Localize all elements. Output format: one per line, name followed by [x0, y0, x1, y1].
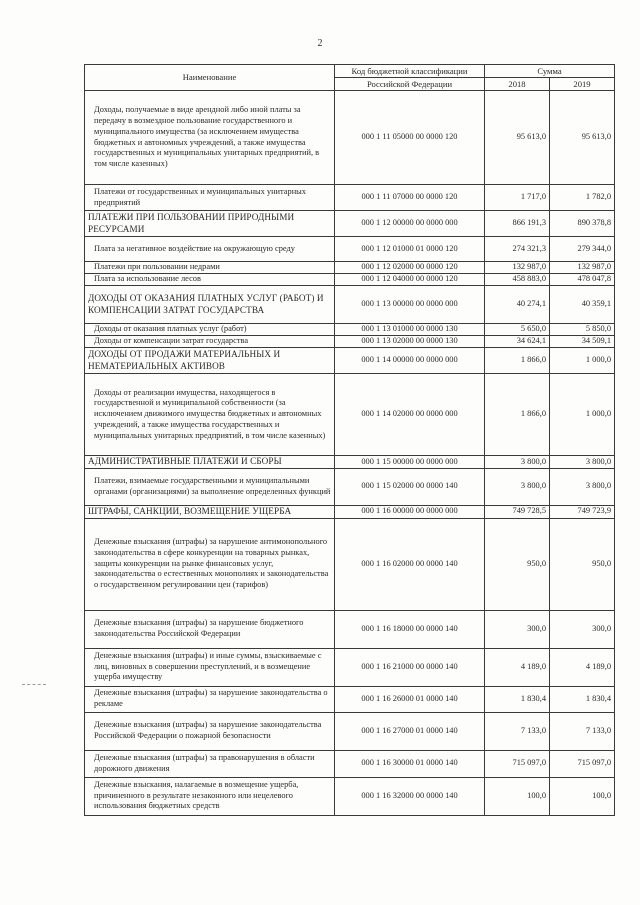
- page-number: 2: [317, 38, 323, 49]
- row-code: 000 1 16 21000 00 0000 140: [335, 648, 485, 686]
- row-value-2018: 1 866,0: [485, 348, 550, 374]
- row-name: ШТРАФЫ, САНКЦИИ, ВОЗМЕЩЕНИЕ УЩЕРБА: [85, 505, 335, 518]
- row-code: 000 1 11 07000 00 0000 120: [335, 185, 485, 211]
- row-code: 000 1 16 18000 00 0000 140: [335, 610, 485, 648]
- row-value-2019: 4 189,0: [550, 648, 615, 686]
- row-name: Денежные взыскания (штрафы) и иные суммы, взыскиваемые с лиц, виновных в совершении преступлений, и в возмещение ущерба имуществу: [85, 648, 335, 686]
- row-name: Платежи при пользовании недрами: [85, 262, 335, 274]
- row-code: 000 1 14 00000 00 0000 000: [335, 348, 485, 374]
- table-row: [85, 505, 615, 518]
- row-name: АДМИНИСТРАТИВНЫЕ ПЛАТЕЖИ И СБОРЫ: [85, 456, 335, 469]
- row-value-2019: 1 782,0: [550, 185, 615, 211]
- row-value-2018: 100,0: [485, 777, 550, 815]
- row-name: Денежные взыскания, налагаемые в возмещение ущерба, причиненного в результате незаконного или нецелевого использования бюджетных средств: [85, 777, 335, 815]
- row-value-2019: 132 987,0: [550, 262, 615, 274]
- row-value-2018: 749 728,5: [485, 505, 550, 518]
- row-code: 000 1 12 00000 00 0000 000: [335, 211, 485, 237]
- row-name: ДОХОДЫ ОТ ПРОДАЖИ МАТЕРИАЛЬНЫХ И НЕМАТЕРИАЛЬНЫХ АКТИВОВ: [85, 348, 335, 374]
- row-code: 000 1 16 27000 01 0000 140: [335, 712, 485, 750]
- row-value-2019: 279 344,0: [550, 237, 615, 262]
- row-code: 000 1 12 02000 00 0000 120: [335, 262, 485, 274]
- row-code: 000 1 14 02000 00 0000 000: [335, 374, 485, 456]
- row-code: 000 1 16 00000 00 0000 000: [335, 505, 485, 518]
- table-row: [85, 336, 615, 348]
- row-value-2018: 34 624,1: [485, 336, 550, 348]
- table-row: [85, 374, 615, 456]
- header-year-2019: 2019: [550, 78, 615, 91]
- table-row: [85, 91, 615, 185]
- table-row: [85, 712, 615, 750]
- row-value-2019: 7 133,0: [550, 712, 615, 750]
- header-year-2018: 2018: [485, 78, 550, 91]
- row-value-2018: 40 274,1: [485, 286, 550, 324]
- row-code: 000 1 11 05000 00 0000 120: [335, 91, 485, 185]
- budget-table: [84, 64, 615, 816]
- row-code: 000 1 13 02000 00 0000 130: [335, 336, 485, 348]
- table-row: [85, 237, 615, 262]
- row-value-2018: 5 650,0: [485, 324, 550, 336]
- row-code: 000 1 16 30000 01 0000 140: [335, 750, 485, 777]
- row-name: Денежные взыскания (штрафы) за нарушение законодательства о рекламе: [85, 686, 335, 712]
- header-code-line2: Российской Федерации: [335, 78, 485, 91]
- row-name: Доходы от оказания платных услуг (работ): [85, 324, 335, 336]
- table-row: [85, 286, 615, 324]
- row-value-2018: 1 866,0: [485, 374, 550, 456]
- table-row: [85, 324, 615, 336]
- row-value-2019: 1 830,4: [550, 686, 615, 712]
- table-row: [85, 648, 615, 686]
- row-name: Платежи от государственных и муниципальных унитарных предприятий: [85, 185, 335, 211]
- table-row: [85, 185, 615, 211]
- row-value-2019: 3 800,0: [550, 468, 615, 505]
- table-row: [85, 211, 615, 237]
- row-name: Доходы, получаемые в виде арендной либо иной платы за передачу в возмездное пользование государственного и муниципального имущества (за исключением имущества бюджетных и автономных учреждений, а также имущества государственных и муниципальных унитарных предприятий, в том числе казенных): [85, 91, 335, 185]
- row-code: 000 1 15 00000 00 0000 000: [335, 456, 485, 469]
- row-value-2018: 715 097,0: [485, 750, 550, 777]
- row-name: Доходы от реализации имущества, находящегося в государственной и муниципальной собственности (за исключением движимого имущества бюджетных и автономных учреждений, а также имущества государственных и муниципальных унитарных предприятий, в том числе казенных): [85, 374, 335, 456]
- row-value-2018: 4 189,0: [485, 648, 550, 686]
- row-code: 000 1 13 00000 00 0000 000: [335, 286, 485, 324]
- row-value-2018: 1 830,4: [485, 686, 550, 712]
- row-name: Плата за использование лесов: [85, 274, 335, 286]
- row-value-2019: 715 097,0: [550, 750, 615, 777]
- table-row: [85, 468, 615, 505]
- row-name: Платежи, взимаемые государственными и муниципальными органами (организациями) за выполнение определенных функций: [85, 468, 335, 505]
- row-value-2019: 890 378,8: [550, 211, 615, 237]
- row-value-2019: 950,0: [550, 518, 615, 610]
- row-value-2018: 7 133,0: [485, 712, 550, 750]
- row-value-2018: 1 717,0: [485, 185, 550, 211]
- row-value-2019: 749 723,9: [550, 505, 615, 518]
- row-code: 000 1 15 02000 00 0000 140: [335, 468, 485, 505]
- row-value-2019: 1 000,0: [550, 348, 615, 374]
- row-value-2018: 950,0: [485, 518, 550, 610]
- table-row: [85, 262, 615, 274]
- row-value-2019: 95 613,0: [550, 91, 615, 185]
- header-name: Наименование: [85, 65, 335, 91]
- row-code: 000 1 12 01000 01 0000 120: [335, 237, 485, 262]
- row-name: Денежные взыскания (штрафы) за правонарушения в области дорожного движения: [85, 750, 335, 777]
- row-name: Денежные взыскания (штрафы) за нарушение антимонопольного законодательства в сфере конкуренции на товарных рынках, защиты конкуренции на рынке финансовых услуг, законодательства о естественных монополиях и законодательства о государственном регулировании цен (тарифов): [85, 518, 335, 610]
- row-value-2018: 3 800,0: [485, 456, 550, 469]
- table-row: [85, 518, 615, 610]
- row-code: 000 1 12 04000 00 0000 120: [335, 274, 485, 286]
- row-value-2018: 132 987,0: [485, 262, 550, 274]
- row-code: 000 1 16 32000 00 0000 140: [335, 777, 485, 815]
- row-value-2019: 5 850,0: [550, 324, 615, 336]
- row-name: ПЛАТЕЖИ ПРИ ПОЛЬЗОВАНИИ ПРИРОДНЫМИ РЕСУРСАМИ: [85, 211, 335, 237]
- table-row: [85, 777, 615, 815]
- row-code: 000 1 16 26000 01 0000 140: [335, 686, 485, 712]
- table-row: [85, 610, 615, 648]
- row-value-2019: 1 000,0: [550, 374, 615, 456]
- row-value-2019: 100,0: [550, 777, 615, 815]
- row-value-2018: 866 191,3: [485, 211, 550, 237]
- table-row: [85, 456, 615, 469]
- row-value-2018: 458 883,0: [485, 274, 550, 286]
- row-value-2018: 3 800,0: [485, 468, 550, 505]
- row-code: 000 1 13 01000 00 0000 130: [335, 324, 485, 336]
- table-row: [85, 750, 615, 777]
- header-code-line1: Код бюджетной классификации: [335, 65, 485, 78]
- row-name: Плата за негативное воздействие на окружающую среду: [85, 237, 335, 262]
- row-value-2019: 478 047,8: [550, 274, 615, 286]
- row-value-2018: 274 321,3: [485, 237, 550, 262]
- row-value-2018: 300,0: [485, 610, 550, 648]
- row-name: Денежные взыскания (штрафы) за нарушение бюджетного законодательства Российской Федерации: [85, 610, 335, 648]
- row-value-2019: 40 359,1: [550, 286, 615, 324]
- header-sum: Сумма: [485, 65, 615, 78]
- row-name: Денежные взыскания (штрафы) за нарушение законодательства Российской Федерации о пожарной безопасности: [85, 712, 335, 750]
- row-value-2019: 300,0: [550, 610, 615, 648]
- row-name: Доходы от компенсации затрат государства: [85, 336, 335, 348]
- row-name: ДОХОДЫ ОТ ОКАЗАНИЯ ПЛАТНЫХ УСЛУГ (РАБОТ) И КОМПЕНСАЦИИ ЗАТРАТ ГОСУДАРСТВА: [85, 286, 335, 324]
- table-row: [85, 686, 615, 712]
- table-row: [85, 348, 615, 374]
- margin-mark: [22, 684, 46, 685]
- row-value-2019: 34 509,1: [550, 336, 615, 348]
- table-row: [85, 274, 615, 286]
- row-code: 000 1 16 02000 00 0000 140: [335, 518, 485, 610]
- row-value-2019: 3 800,0: [550, 456, 615, 469]
- row-value-2018: 95 613,0: [485, 91, 550, 185]
